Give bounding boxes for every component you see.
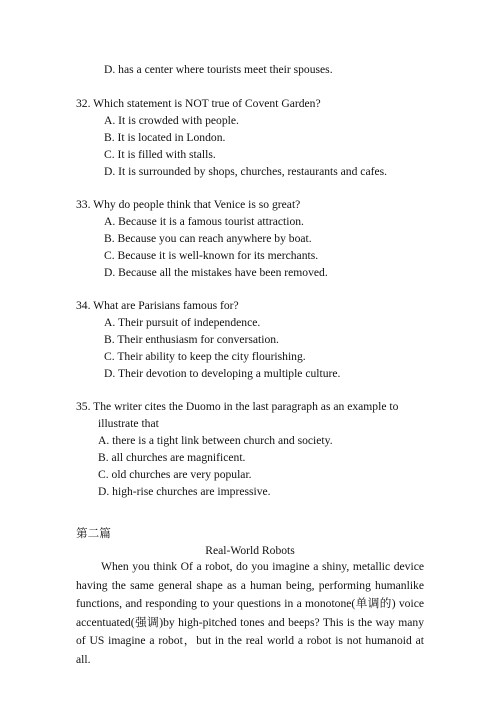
option-c: C. old churches are very popular.: [98, 468, 252, 481]
option-b: B. all churches are magnificent.: [98, 451, 246, 464]
question-text-continued: illustrate that: [98, 417, 159, 430]
option-b: B. It is located in London.: [104, 131, 226, 144]
option-c: C. Their ability to keep the city flourishing.: [104, 350, 306, 363]
section-label: 第二篇: [76, 527, 111, 540]
question-text: 34. What are Parisians famous for?: [76, 299, 239, 312]
prev-option-d: D. has a center where tourists meet their spouses.: [104, 63, 333, 76]
passage-title: Real-World Robots: [205, 544, 295, 557]
option-b: B. Their enthusiasm for conversation.: [104, 333, 279, 346]
question-text: 33. Why do people think that Venice is so great?: [76, 198, 301, 211]
option-d: D. It is surrounded by shops, churches, restaurants and cafes.: [104, 165, 388, 178]
option-c: C. It is filled with stalls.: [104, 148, 216, 161]
option-a: A. there is a tight link between church and society.: [98, 434, 333, 447]
question-text: 35. The writer cites the Duomo in the last paragraph as an example to: [76, 400, 399, 413]
option-c: C. Because it is well-known for its merchants.: [104, 249, 319, 262]
option-a: A. Because it is a famous tourist attraction.: [104, 215, 304, 228]
passage-paragraph: When you think Of a robot, do you imagine a shiny, metallic device having the same general shape as a human being, performing humanlike functions, and responding to your questions in a monotone(单调的) voice accentuated(强调)by high-pitched tones and beeps? This is the way many of US imagine a robot，but in the real world a robot is not humanoid at all.: [76, 560, 424, 666]
option-d: D. Because all the mistakes have been removed.: [104, 266, 328, 279]
option-b: B. Because you can reach anywhere by boat.: [104, 232, 312, 245]
question-text: 32. Which statement is NOT true of Covent Garden?: [76, 97, 321, 110]
option-d: D. Their devotion to developing a multiple culture.: [104, 367, 341, 380]
option-d: D. high-rise churches are impressive.: [98, 485, 271, 498]
option-a: A. It is crowded with people.: [104, 114, 239, 127]
option-a: A. Their pursuit of independence.: [104, 316, 261, 329]
